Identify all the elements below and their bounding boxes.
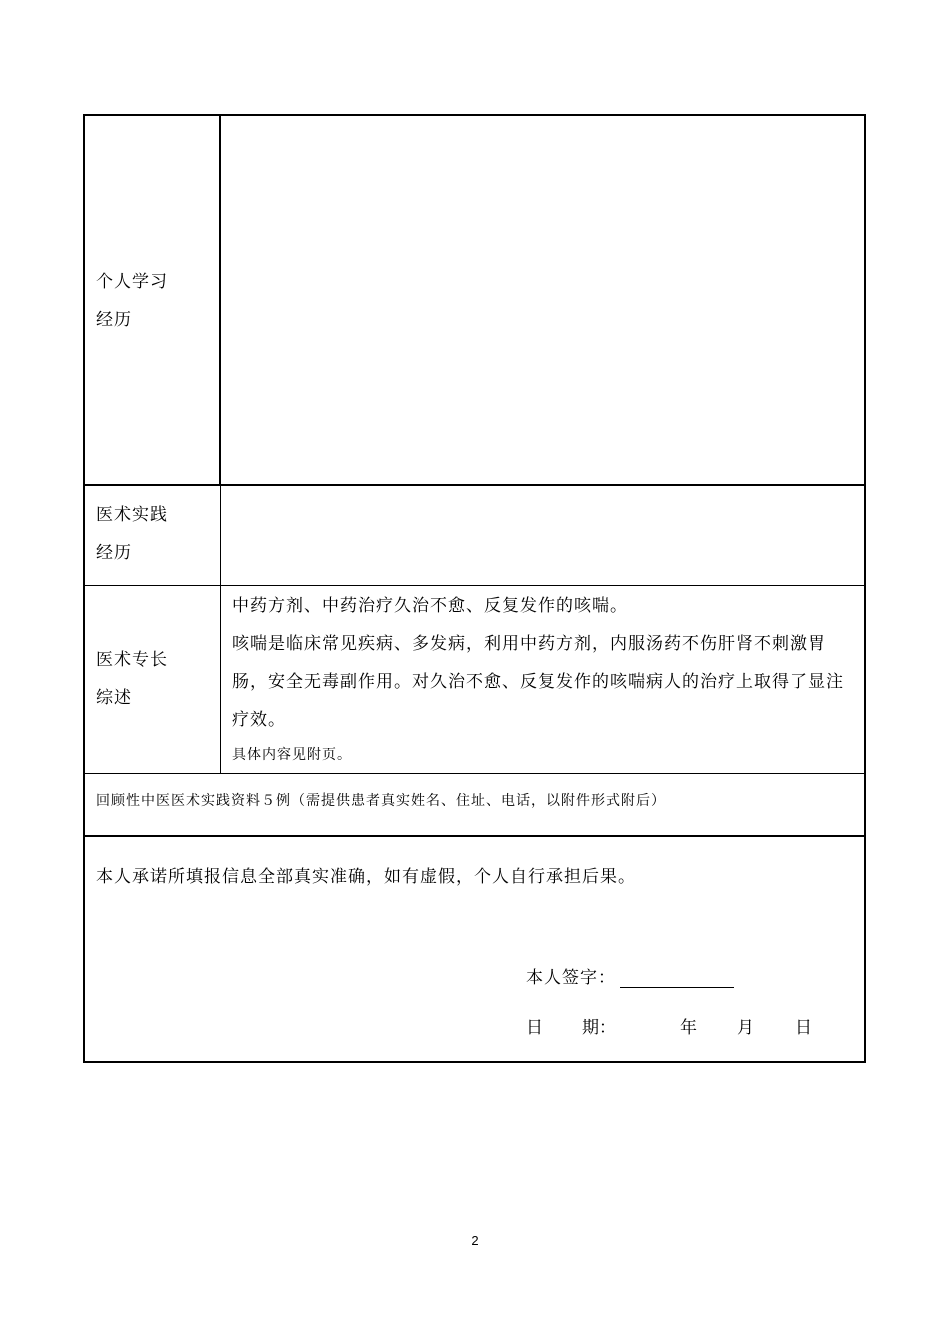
learning-history-label-cell [85,116,221,484]
practice-history-field[interactable] [221,486,864,585]
learning-history-row [85,116,864,486]
signature-label: 本人签字： [526,968,616,988]
specialty-summary-label-line2: 综述 [96,688,132,708]
practice-history-label [96,496,168,572]
learning-history-label-line1: 个人学习 [96,272,168,292]
practice-history-row [85,486,864,586]
application-form [83,114,866,1063]
specialty-summary-field[interactable] [221,586,864,773]
date-year-label: 年 [680,1018,697,1038]
signature-field[interactable] [620,969,734,988]
specialty-summary-text [232,587,856,771]
specialty-paragraph-2: 咳喘是临床常见疾病、多发病，利用中药方剂，内服汤药不伤肝肾不刺激胃肠，安全无毒副作用。对久治不愈、反复发作的咳喘病人的治疗上取得了显注疗效。 [232,634,844,730]
learning-history-label [96,263,168,339]
date-label-first: 日 [526,1018,543,1038]
date-month-label: 月 [737,1018,754,1038]
specialty-summary-row [85,586,864,774]
page-number: 2 [471,1233,479,1248]
learning-history-label-line2: 经历 [96,310,132,330]
practice-history-label-line1: 医术实践 [96,505,168,525]
date-day-label: 日 [795,1018,812,1038]
signature-line [526,963,734,988]
case-materials-text: 回顾性中医医术实践资料５例（需提供患者真实姓名、住址、电话，以附件形式附后） [96,793,666,809]
specialty-summary-label [96,641,168,717]
pledge-row [85,837,864,1061]
specialty-paragraph-1: 中药方剂、中药治疗久治不愈、反复发作的咳喘。 [232,596,628,616]
pledge-statement: 本人承诺所填报信息全部真实准确，如有虚假，个人自行承担后果。 [96,867,636,887]
learning-history-field[interactable] [221,116,864,484]
practice-history-label-line2: 经历 [96,543,132,563]
specialty-summary-label-line1: 医术专长 [96,650,168,670]
specialty-summary-label-cell [85,586,221,773]
specialty-note: 具体内容见附页。 [232,747,352,763]
case-materials-row [85,774,864,837]
practice-history-label-cell [85,486,221,585]
date-label-second: 期： [582,1018,616,1038]
